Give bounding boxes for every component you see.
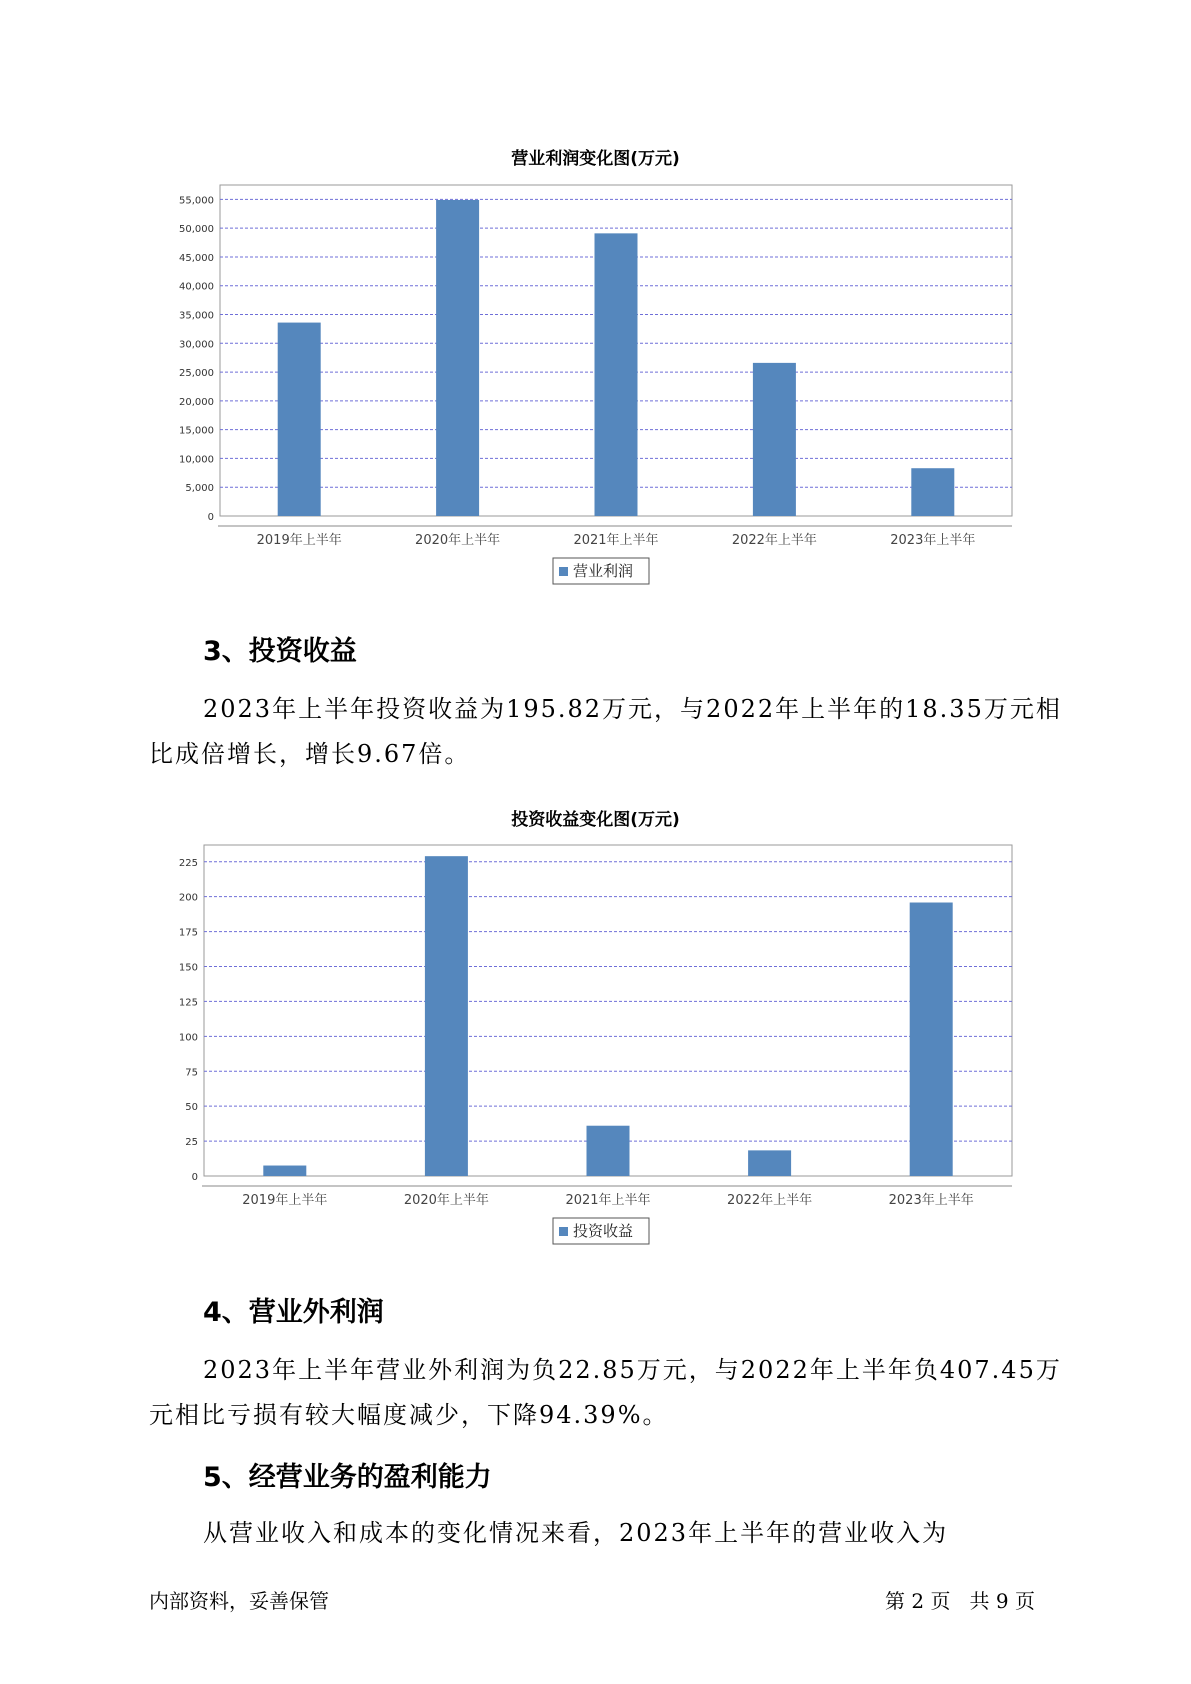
y-tick-label: 25,000 (179, 368, 214, 380)
bar (587, 1126, 630, 1176)
x-tick-label: 2021年上半年 (573, 533, 659, 548)
y-tick-label: 100 (178, 1032, 198, 1044)
x-tick-label: 2022年上半年 (727, 1193, 813, 1208)
y-tick-label: 200 (178, 892, 198, 904)
x-tick-label: 2023年上半年 (888, 1193, 974, 1208)
y-tick-label: 20,000 (179, 396, 214, 408)
section-heading-non-operating-profit: 4、营业外利润 (203, 1297, 384, 1328)
chart-title-operating-profit: 营业利润变化图(万元) (511, 149, 680, 169)
y-tick-label: 10,000 (179, 454, 214, 466)
bar (263, 1166, 306, 1176)
footer-confidential-note: 内部资料，妥善保管 (149, 1589, 329, 1613)
paragraph-line: 元相比亏损有较大幅度减少，下降94.39%。 (149, 1401, 669, 1429)
paragraph-line: 2023年上半年营业外利润为负22.85万元，与2022年上半年负407.45万 (203, 1356, 1062, 1384)
paragraph-line: 比成倍增长，增长9.67倍。 (149, 740, 471, 768)
legend-label: 营业利润 (573, 562, 634, 580)
y-tick-label: 150 (178, 962, 198, 974)
y-tick-label: 30,000 (179, 339, 214, 351)
section-heading-investment-income: 3、投资收益 (203, 636, 357, 667)
bar (748, 1150, 791, 1176)
x-tick-label: 2021年上半年 (565, 1193, 651, 1208)
chart-title-investment-income: 投资收益变化图(万元) (511, 810, 680, 830)
legend-label: 投资收益 (573, 1222, 634, 1240)
x-tick-label: 2019年上半年 (256, 533, 342, 548)
y-tick-label: 15,000 (179, 425, 214, 437)
y-tick-label: 5,000 (185, 483, 214, 495)
x-tick-label: 2020年上半年 (403, 1193, 489, 1208)
y-tick-label: 225 (178, 857, 198, 869)
y-tick-label: 0 (207, 512, 214, 523)
x-tick-label: 2019年上半年 (242, 1193, 328, 1208)
y-tick-label: 75 (185, 1067, 198, 1079)
x-tick-label: 2022年上半年 (731, 533, 817, 548)
y-tick-label: 55,000 (179, 195, 214, 207)
bar (910, 903, 953, 1176)
x-tick-label: 2023年上半年 (890, 533, 976, 548)
y-tick-label: 45,000 (179, 252, 214, 264)
y-tick-label: 125 (178, 997, 198, 1009)
paragraph-line: 2023年上半年投资收益为195.82万元，与2022年上半年的18.35万元相 (203, 695, 1062, 723)
paragraph-line: 从营业收入和成本的变化情况来看，2023年上半年的营业收入为 (203, 1519, 949, 1547)
section-heading-profitability: 5、经营业务的盈利能力 (203, 1462, 492, 1493)
y-tick-label: 35,000 (179, 310, 214, 322)
legend-swatch (559, 1227, 568, 1236)
x-tick-label: 2020年上半年 (415, 533, 501, 548)
y-tick-label: 50 (185, 1102, 198, 1114)
footer-page-number: 第 2 页 共 9 页 (885, 1589, 1035, 1613)
y-tick-label: 0 (191, 1172, 198, 1183)
y-tick-label: 25 (185, 1137, 198, 1149)
bar (425, 856, 468, 1176)
y-tick-label: 40,000 (179, 281, 214, 293)
y-tick-label: 50,000 (179, 224, 214, 236)
y-tick-label: 175 (178, 927, 198, 939)
